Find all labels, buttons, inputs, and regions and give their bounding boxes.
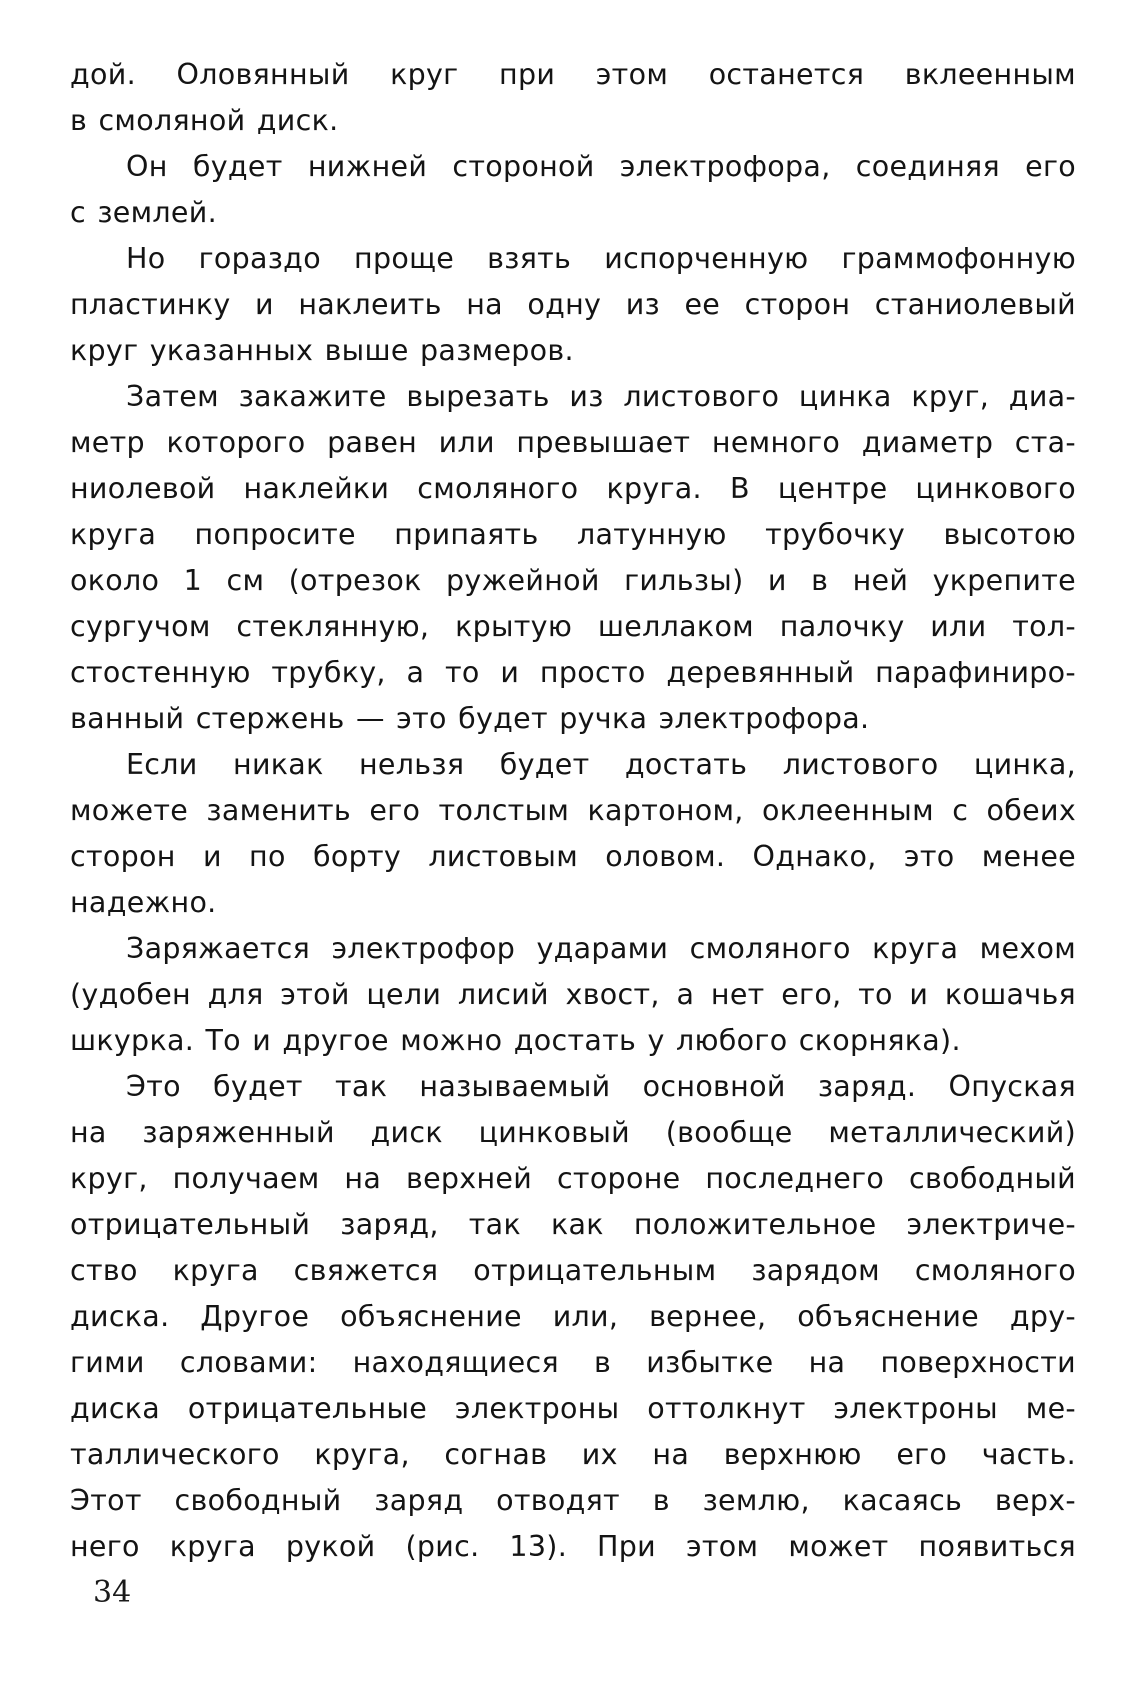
text-line: около 1 см (отрезок ружейной гильзы) и в ней укрепите [70, 564, 1076, 597]
text-line: него круга рукой (рис. 13). При этом может появиться [70, 1530, 1076, 1563]
text-line: стостенную трубку, а то и просто деревянный парафиниро- [70, 656, 1076, 689]
text-line: сургучом стеклянную, крытую шеллаком палочку или тол- [70, 610, 1076, 643]
text-line: Затем закажите вырезать из листового цинка круг, диа- [126, 380, 1076, 413]
text-line: диска отрицательные электроны оттолкнут электроны ме- [70, 1392, 1076, 1425]
text-line: Это будет так называемый основной заряд. Опуская [126, 1070, 1076, 1103]
text-line: ниолевой наклейки смоляного круга. В центре цинкового [70, 472, 1076, 505]
page-number: 34 [93, 1575, 132, 1610]
text-line: дой. Оловянный круг при этом останется вклеенным [70, 58, 1076, 91]
text-line: таллического круга, согнав их на верхнюю его часть. [70, 1438, 1076, 1471]
text-line: с землей. [70, 196, 217, 229]
text-line: отрицательный заряд, так как положительное электриче- [70, 1208, 1076, 1241]
text-line: гими словами: находящиеся в избытке на поверхности [70, 1346, 1076, 1379]
body-text [70, 52, 1076, 1570]
text-line: ство круга свяжется отрицательным зарядом смоляного [70, 1254, 1076, 1287]
text-line: метр которого равен или превышает немного диаметр ста- [70, 426, 1076, 459]
text-line: круг указанных выше размеров. [70, 334, 574, 367]
text-line: ванный стержень — это будет ручка электрофора. [70, 702, 870, 735]
text-line: шкурка. То и другое можно достать у любого скорняка). [70, 1024, 961, 1057]
text-line: круга попросите припаять латунную трубочку высотою [70, 518, 1076, 551]
text-line: Он будет нижней стороной электрофора, соединяя его [126, 150, 1076, 183]
text-line: круг, получаем на верхней стороне последнего свободный [70, 1162, 1076, 1195]
text-line: Заряжается электрофор ударами смоляного круга мехом [126, 932, 1076, 965]
text-line: на заряженный диск цинковый (вообще металлический) [70, 1116, 1076, 1149]
text-line: Но гораздо проще взять испорченную граммофонную [126, 242, 1076, 275]
text-line: в смоляной диск. [70, 104, 339, 137]
text-line: пластинку и наклеить на одну из ее сторон станиолевый [70, 288, 1076, 321]
text-line: можете заменить его толстым картоном, оклеенным с обеих [70, 794, 1076, 827]
text-line: Если никак нельзя будет достать листового цинка, [126, 748, 1076, 781]
text-line: Этот свободный заряд отводят в землю, касаясь верх- [70, 1484, 1076, 1517]
text-line: сторон и по борту листовым оловом. Однако, это менее [70, 840, 1076, 873]
text-line: надежно. [70, 886, 217, 919]
text-line: диска. Другое объяснение или, вернее, объяснение дру- [70, 1300, 1076, 1333]
text-line: (удобен для этой цели лисий хвост, а нет его, то и кошачья [70, 978, 1076, 1011]
